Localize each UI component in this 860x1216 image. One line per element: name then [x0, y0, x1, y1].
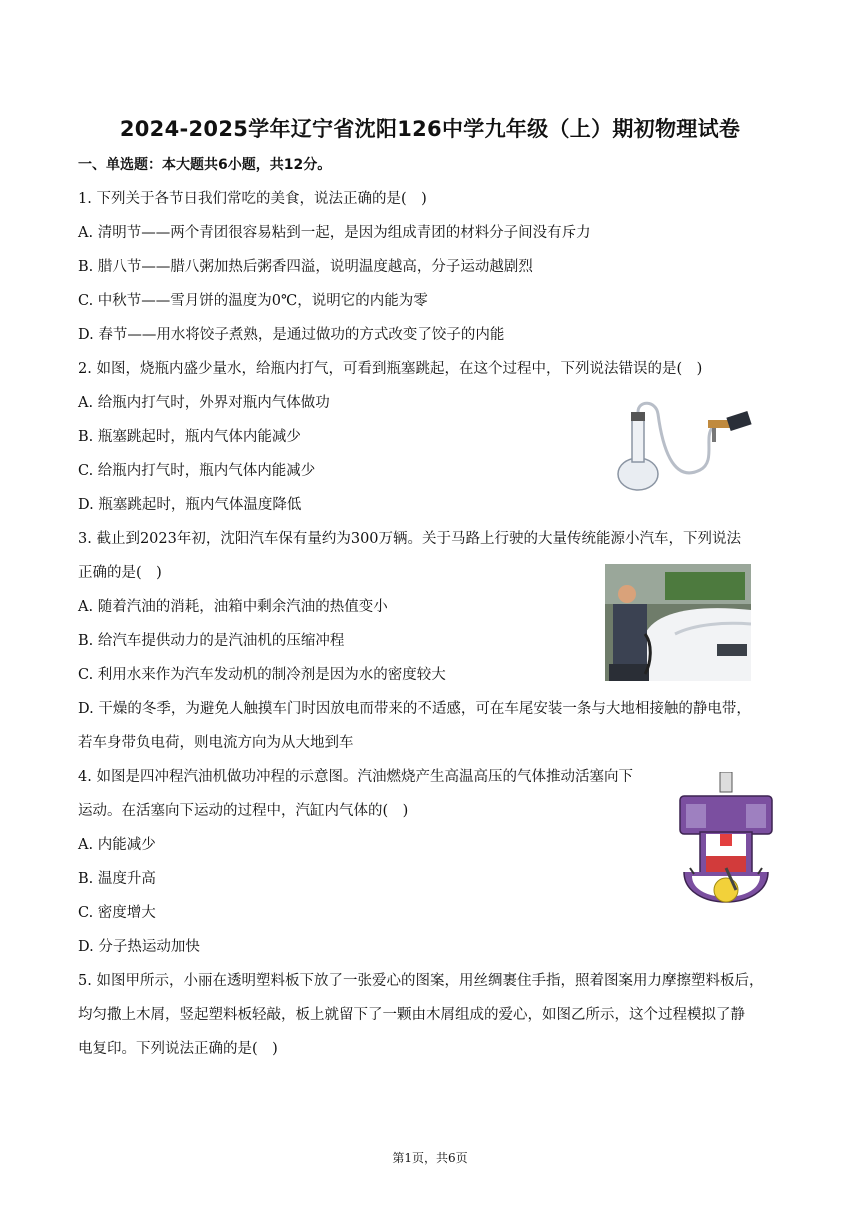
q3-stem-line1: 3. 截止到2023年初，沈阳汽车保有量约为300万辆。关于马路上行驶的大量传统能源小汽车，下列说法 — [78, 531, 742, 547]
q2-option-c: C. 给瓶内打气时，瓶内气体内能减少 — [78, 463, 316, 479]
q4-option-c: C. 密度增大 — [78, 905, 156, 921]
q4-stem-line1: 4. 如图是四冲程汽油机做功冲程的示意图。汽油燃烧产生高温高压的气体推动活塞向下 — [78, 769, 633, 785]
q3-stem-line2: 正确的是( ) — [78, 565, 162, 581]
q1-option-c: C. 中秋节——雪月饼的温度为0℃，说明它的内能为零 — [78, 293, 428, 309]
section-heading: 一、单选题：本大题共6小题，共12分。 — [78, 157, 332, 173]
q2-stem: 2. 如图，烧瓶内盛少量水，给瓶内打气，可看到瓶塞跳起，在这个过程中，下列说法错误的是( ) — [78, 361, 703, 377]
page-footer: 第1页，共6页 — [392, 1151, 468, 1165]
q4-option-a: A. 内能减少 — [78, 837, 156, 853]
q3-option-c: C. 利用水来作为汽车发动机的制冷剂是因为水的密度较大 — [78, 667, 446, 683]
q3-option-a: A. 随着汽油的消耗，油箱中剩余汽油的热值变小 — [78, 599, 388, 615]
engine-power-stroke-diagram — [676, 772, 776, 924]
q1-option-a: A. 清明节——两个青团很容易粘到一起，是因为组成青团的材料分子间没有斥力 — [78, 225, 591, 241]
page-title: 2024-2025学年辽宁省沈阳126中学九年级（上）期初物理试卷 — [119, 117, 741, 141]
q2-option-a: A. 给瓶内打气时，外界对瓶内气体做功 — [78, 395, 330, 411]
q2-option-b: B. 瓶塞跳起时，瓶内气体内能减少 — [78, 429, 301, 445]
q1-option-d: D. 春节——用水将饺子煮熟，是通过做功的方式改变了饺子的内能 — [78, 327, 505, 343]
q2-option-d: D. 瓶塞跳起时，瓶内气体温度降低 — [78, 497, 302, 513]
q5-stem-line1: 5. 如图甲所示，小丽在透明塑料板下放了一张爱心的图案，用丝绸裹住手指，照着图案用力摩擦塑料板后， — [78, 973, 764, 989]
car-refueling-photo — [605, 564, 751, 681]
q1-stem: 1. 下列关于各节日我们常吃的美食，说法正确的是( ) — [78, 191, 427, 207]
q3-option-b: B. 给汽车提供动力的是汽油机的压缩冲程 — [78, 633, 345, 649]
q4-option-b: B. 温度升高 — [78, 871, 156, 887]
q5-stem-line2: 均匀撒上木屑，竖起塑料板轻敲，板上就留下了一颗由木屑组成的爱心，如图乙所示，这个过程模拟了静 — [78, 1007, 745, 1023]
q4-option-d: D. 分子热运动加快 — [78, 939, 200, 955]
q1-option-b: B. 腊八节——腊八粥加热后粥香四溢，说明温度越高，分子运动越剧烈 — [78, 259, 533, 275]
q3-option-d-line2: 若车身带负电荷，则电流方向为从大地到车 — [78, 735, 354, 751]
q5-stem-line3: 电复印。下列说法正确的是( ) — [78, 1041, 278, 1057]
q4-stem-line2: 运动。在活塞向下运动的过程中，汽缸内气体的( ) — [78, 803, 409, 819]
flask-pump-figure — [612, 398, 754, 496]
q3-option-d-line1: D. 干燥的冬季，为避免人触摸车门时因放电而带来的不适感，可在车尾安装一条与大地相接触的静电带， — [78, 701, 751, 717]
